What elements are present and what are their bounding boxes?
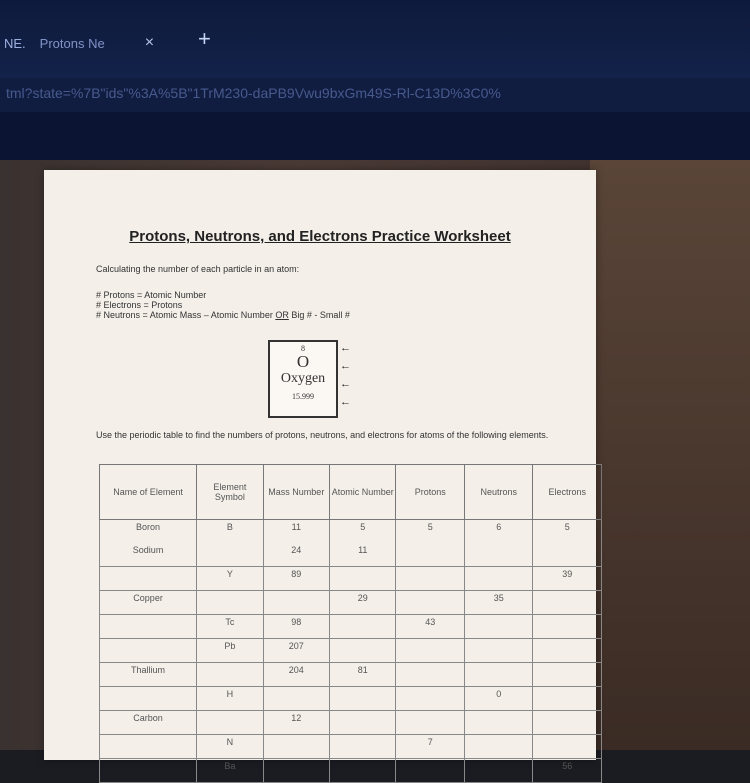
cell-electrons[interactable]: 39 [533,567,602,591]
header-electrons: Electrons [533,465,602,520]
browser-toolbar-area [0,112,750,160]
table-row [100,711,602,735]
rule-neutrons-or: OR [275,310,289,320]
cell-symbol[interactable]: Ba [197,759,263,783]
element-mass: 15.999 [292,392,314,401]
new-tab-icon[interactable]: + [198,26,211,51]
table-instructions: Use the periodic table to find the numbers of protons, neutrons, and electrons for atoms of the following elements. [96,430,549,440]
worksheet-title: Protons, Neutrons, and Electrons Practice Worksheet [129,228,511,245]
cell-mass[interactable]: 204 [263,663,329,687]
table-row [100,543,602,567]
cell-name[interactable] [100,567,197,591]
cell-name[interactable] [100,687,197,711]
cell-name[interactable]: Sodium [100,543,197,567]
browser-tab-bar [0,0,750,78]
close-tab-icon[interactable]: × [144,34,155,51]
cell-electrons[interactable] [533,687,602,711]
cell-protons[interactable]: 43 [396,615,465,639]
cell-protons[interactable]: 5 [396,520,465,544]
cell-neutrons[interactable] [464,615,533,639]
table-row [100,520,602,544]
cell-atomic[interactable] [330,615,396,639]
table-row [100,687,602,711]
cell-mass[interactable]: 98 [263,615,329,639]
header-mass: Mass Number [263,465,329,520]
cell-name[interactable] [100,735,197,759]
worksheet-page [44,170,596,771]
cell-name[interactable]: Carbon [100,711,197,735]
cell-symbol[interactable] [197,663,263,687]
cell-electrons[interactable] [533,711,602,735]
cell-symbol[interactable]: Y [197,567,263,591]
tab-title: Protons Ne [39,35,105,51]
cell-mass[interactable]: 89 [263,567,329,591]
cell-electrons[interactable] [533,735,602,759]
cell-electrons[interactable]: 56 [533,759,602,783]
cell-protons[interactable] [396,591,465,615]
tab-site-label: NE. [4,35,26,51]
cell-protons[interactable]: 7 [396,735,465,759]
cell-atomic[interactable]: 5 [330,520,396,544]
table-row [100,735,602,759]
cell-protons[interactable] [396,567,465,591]
table-row [100,567,602,591]
cell-mass[interactable] [263,687,329,711]
cell-atomic[interactable] [330,735,396,759]
cell-atomic[interactable] [330,711,396,735]
cell-atomic[interactable] [330,639,396,663]
element-symbol: O [296,352,310,371]
cell-atomic[interactable] [330,759,396,783]
header-neutrons: Neutrons [464,465,533,520]
cell-symbol[interactable]: H [197,687,263,711]
cell-neutrons[interactable] [464,639,533,663]
cell-electrons[interactable] [533,615,602,639]
cell-mass[interactable] [263,735,329,759]
page-background-right [590,160,750,750]
cell-symbol[interactable] [197,543,263,567]
cell-electrons[interactable]: 5 [533,520,602,544]
arrow-icon: ← [340,342,351,354]
cell-protons[interactable] [396,663,465,687]
cell-protons[interactable] [396,687,465,711]
cell-neutrons[interactable] [464,663,533,687]
cell-name[interactable]: Thallium [100,663,197,687]
particle-table [99,464,602,783]
cell-electrons[interactable] [533,591,602,615]
cell-name[interactable] [100,639,197,663]
cell-mass[interactable] [263,759,329,783]
cell-name[interactable] [100,615,197,639]
cell-neutrons[interactable] [464,735,533,759]
header-symbol: Element Symbol [197,465,263,520]
cell-atomic[interactable] [330,687,396,711]
element-atomic-number: 8 [301,344,305,353]
cell-symbol[interactable]: B [197,520,263,544]
oxygen-element-box [268,340,338,418]
table-row [100,759,602,783]
cell-neutrons[interactable] [464,759,533,783]
element-name: Oxygen [280,371,326,386]
cell-mass[interactable]: 24 [263,543,329,567]
worksheet-subtitle: Calculating the number of each particle in an atom: [96,264,300,274]
cell-neutrons[interactable] [464,711,533,735]
cell-mass[interactable]: 11 [263,520,329,544]
cell-mass[interactable] [263,591,329,615]
cell-name[interactable]: Boron [100,520,197,544]
rule-neutrons-prefix: # Neutrons = Atomic Mass – Atomic Number [96,310,276,320]
cell-name[interactable] [100,759,197,783]
cell-neutrons[interactable] [464,543,533,567]
cell-electrons[interactable] [533,639,602,663]
url-text: tml?state=%7B"ids"%3A%5B"1TrM230-daPB9Vwu9bxGm49S-Rl-C13D%3C0% [6,85,501,101]
address-bar[interactable] [0,78,750,112]
cell-neutrons[interactable]: 0 [464,687,533,711]
cell-symbol[interactable]: Tc [197,615,263,639]
table-row [100,639,602,663]
rule-neutrons-suffix: Big # - Small # [288,310,350,320]
cell-atomic[interactable]: 81 [330,663,396,687]
cell-symbol[interactable]: N [197,735,263,759]
cell-symbol[interactable]: Pb [197,639,263,663]
header-name: Name of Element [100,465,197,520]
cell-protons[interactable] [396,543,465,567]
cell-atomic[interactable]: 11 [330,543,396,567]
arrow-icon: ← [340,378,351,390]
cell-protons[interactable] [396,711,465,735]
formula-rules [96,290,350,320]
cell-symbol[interactable] [197,591,263,615]
cell-atomic[interactable]: 29 [330,591,396,615]
cell-neutrons[interactable]: 6 [464,520,533,544]
cell-neutrons[interactable]: 35 [464,591,533,615]
rule-protons: # Protons = Atomic Number [96,290,207,300]
arrow-icon: ← [340,396,351,408]
header-protons: Protons [396,465,465,520]
table-row [100,615,602,639]
cell-name[interactable]: Copper [100,591,197,615]
cell-symbol[interactable] [197,711,263,735]
cell-mass[interactable]: 207 [263,639,329,663]
browser-tab[interactable] [0,30,200,56]
cell-atomic[interactable] [330,567,396,591]
table-header-row [100,465,602,520]
header-atomic: Atomic Number [330,465,396,520]
cell-mass[interactable]: 12 [263,711,329,735]
table-row [100,591,602,615]
cell-neutrons[interactable] [464,567,533,591]
rule-electrons: # Electrons = Protons [96,300,183,310]
cell-protons[interactable] [396,639,465,663]
cell-electrons[interactable] [533,663,602,687]
table-row [100,663,602,687]
rule-neutrons [96,310,350,320]
cell-protons[interactable] [396,759,465,783]
cell-electrons[interactable] [533,543,602,567]
arrow-icon: ← [340,360,351,372]
